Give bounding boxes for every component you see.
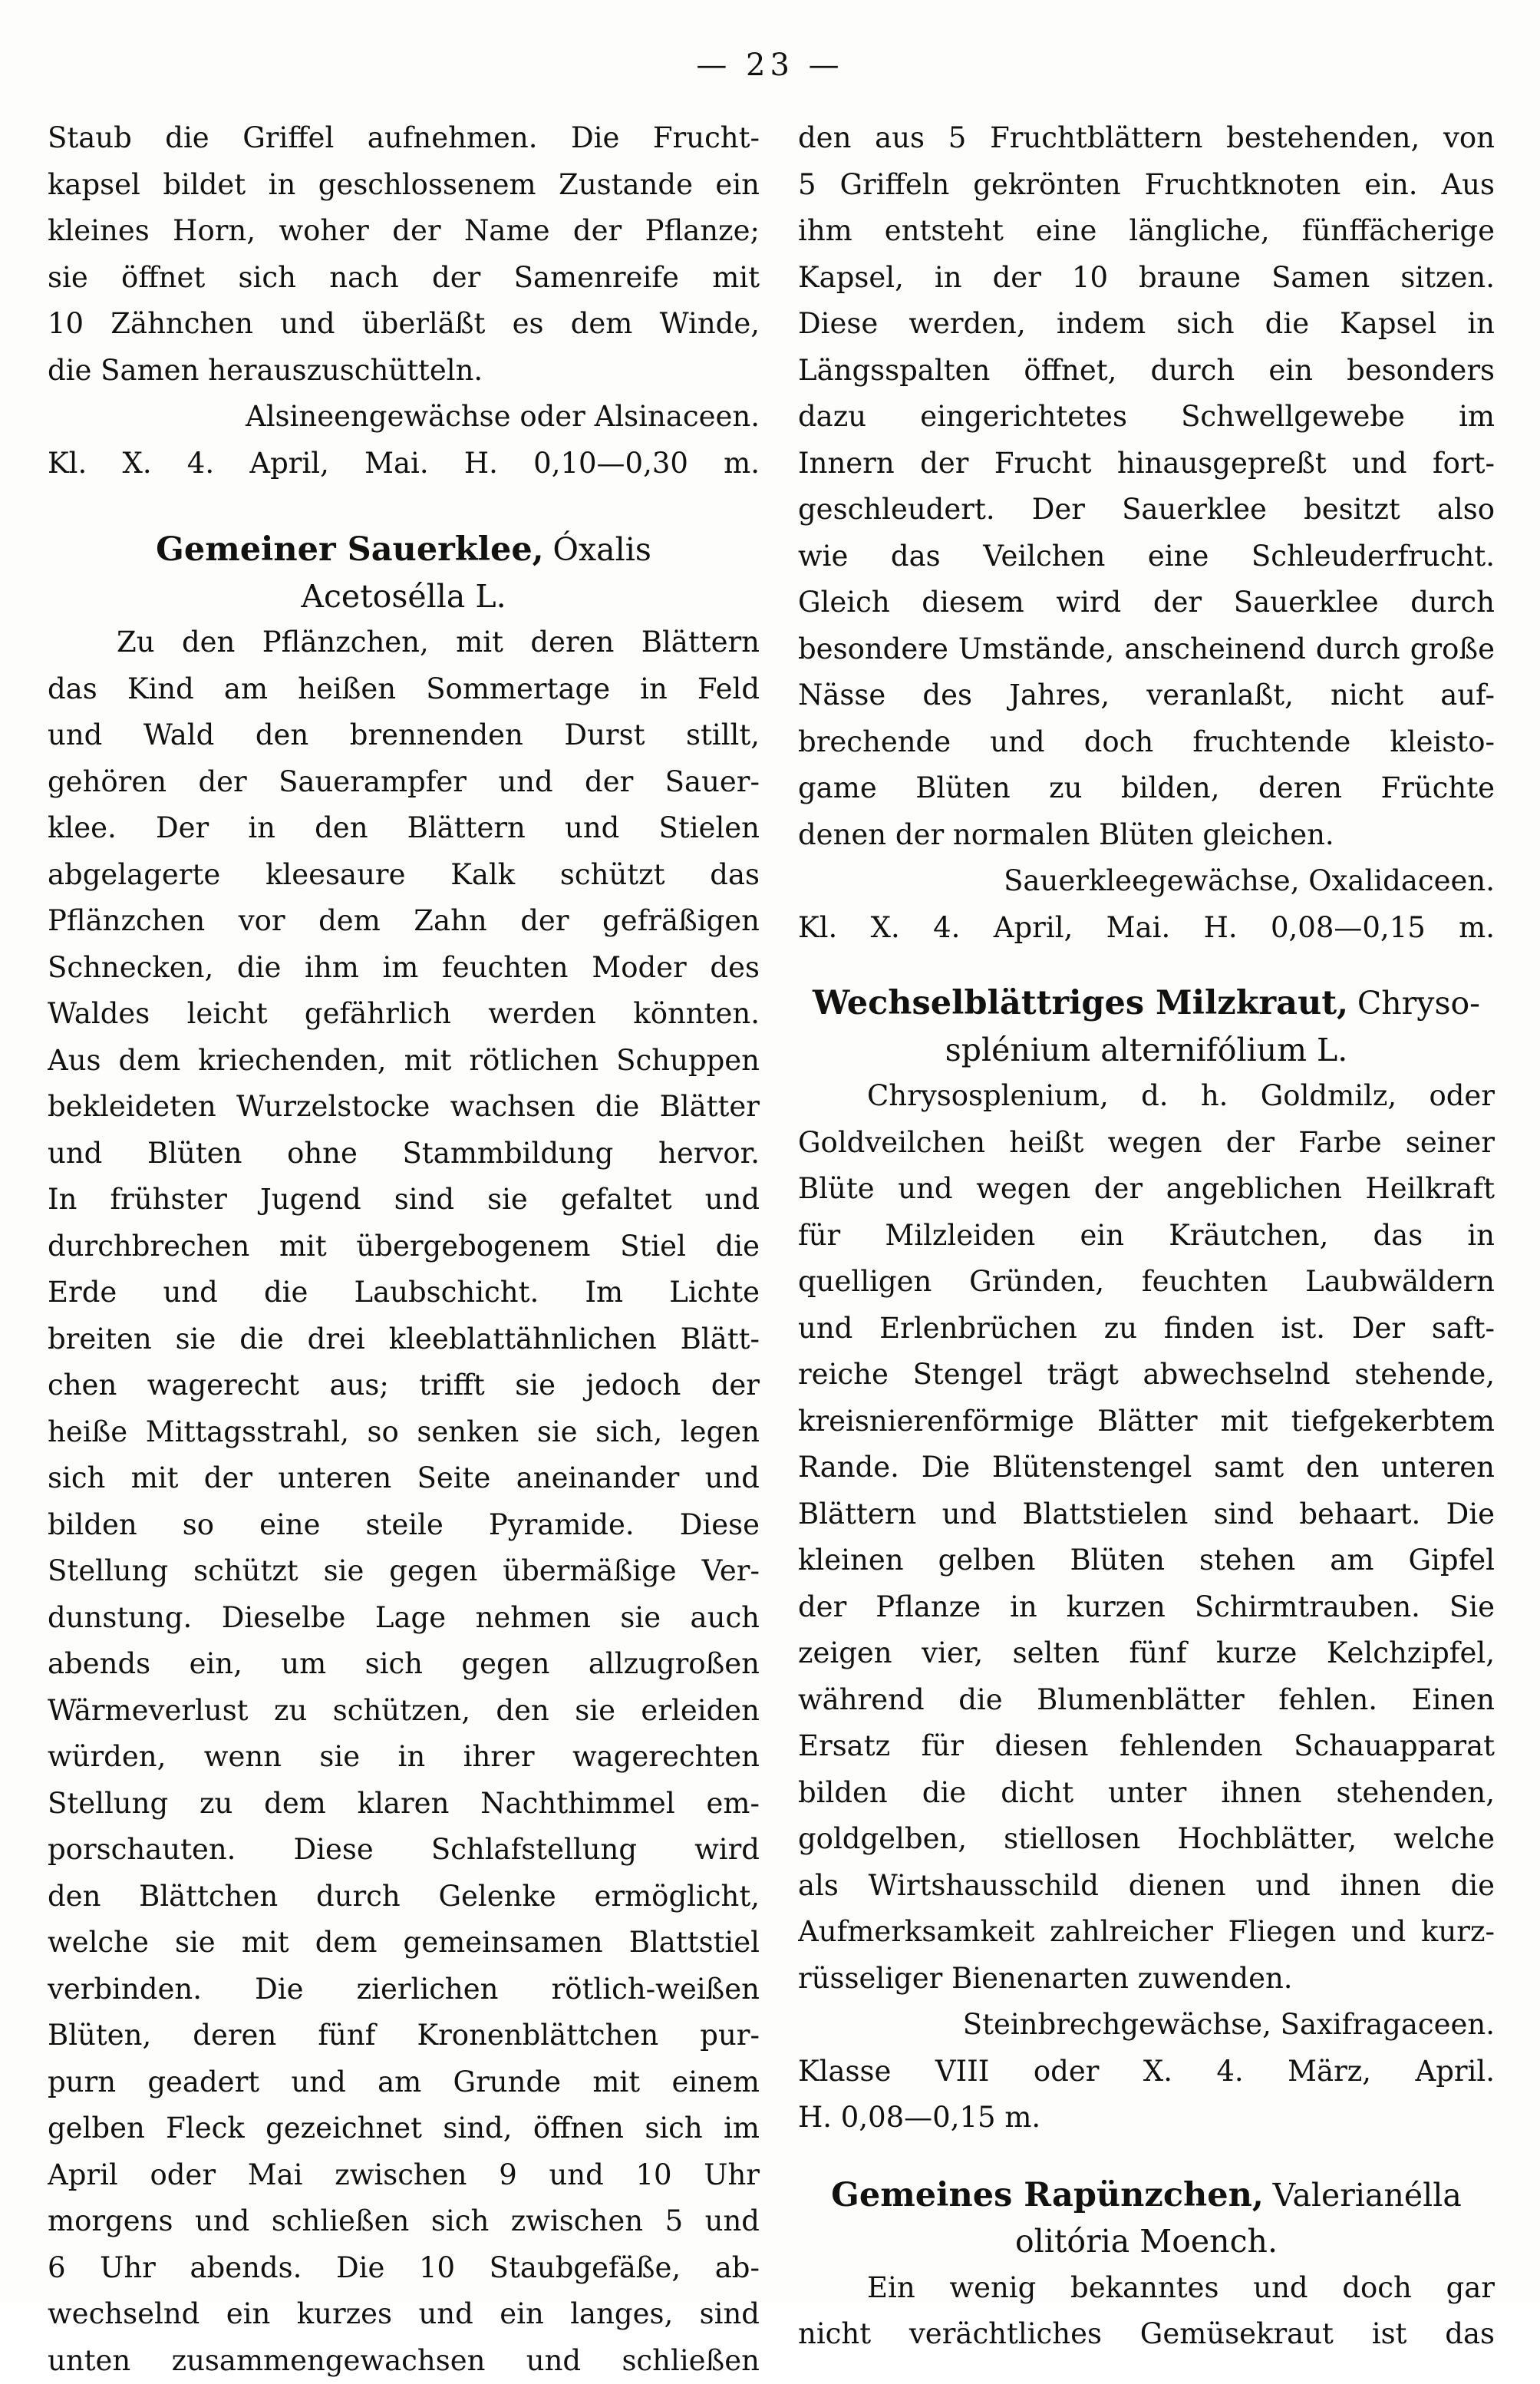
heading-german-name: Gemeines Rapünzchen, — [831, 2176, 1264, 2214]
text-line: 6 Uhr abends. Die 10 Staubgefäße, ab- — [48, 2245, 760, 2292]
text-line: abgelagerte kleesaure Kalk schützt das — [48, 852, 760, 899]
text-line: brechende und doch fruchtende kleisto- — [798, 719, 1495, 766]
text-line: ihm entsteht eine längliche, fünffächerige — [798, 208, 1495, 255]
text-line: und Blüten ohne Stammbildung hervor. — [48, 1131, 760, 1177]
text-line: Blüte und wegen der angeblichen Heilkraft — [798, 1166, 1495, 1213]
text-line: kapsel bildet in geschlossenem Zustande ein — [48, 162, 760, 209]
text-line: und Erlenbrüchen zu finden ist. Der saft- — [798, 1306, 1495, 1352]
heading-german-name: Wechselblättriges Milzkraut, — [813, 984, 1348, 1022]
text-line: Erde und die Laubschicht. Im Lichte — [48, 1270, 760, 1316]
heading-latin-name: Valerianélla — [1273, 2177, 1462, 2214]
text-line: bilden die dicht unter ihnen stehenden, — [798, 1770, 1495, 1817]
text-line: den aus 5 Fruchtblättern bestehenden, von — [798, 115, 1495, 162]
section-heading-line2 — [798, 2218, 1495, 2265]
text-line: besondere Umstände, anscheinend durch große — [798, 626, 1495, 673]
text-line: heiße Mittagsstrahl, so senken sie sich, legen — [48, 1409, 760, 1456]
section-heading — [48, 527, 760, 573]
text-line: denen der normalen Blüten gleichen. — [798, 812, 1495, 859]
family-name: Steinbrechgewächse, Saxifragaceen. — [798, 2002, 1495, 2049]
text-line: Rande. Die Blütenstengel samt den unteren — [798, 1445, 1495, 1491]
heading-latin-name-cont: splénium alternifólium L. — [945, 1032, 1348, 1068]
text-line: klee. Der in den Blättern und Stielen — [48, 805, 760, 852]
left-column — [48, 115, 760, 2384]
text-line: unten zusammengewachsen und schließen — [48, 2338, 760, 2384]
page-number: — 23 — — [0, 48, 1540, 83]
text-line: Kapsel, in der 10 braune Samen sitzen. — [798, 255, 1495, 302]
text-line: Aufmerksamkeit zahlreicher Fliegen und kurz- — [798, 1909, 1495, 1956]
text-line: dunstung. Dieselbe Lage nehmen sie auch — [48, 1595, 760, 1642]
right-column — [798, 115, 1495, 2358]
text-line: kleines Horn, woher der Name der Pflanze; — [48, 208, 760, 255]
text-line: 5 Griffeln gekrönten Fruchtknoten ein. Aus — [798, 162, 1495, 209]
text-line: Ein wenig bekanntes und doch gar — [798, 2265, 1495, 2312]
text-line: Ersatz für diesen fehlenden Schauapparat — [798, 1723, 1495, 1770]
text-line: Goldveilchen heißt wegen der Farbe seiner — [798, 1120, 1495, 1167]
text-line: das Kind am heißen Sommertage in Feld — [48, 666, 760, 713]
text-line: 10 Zähnchen und überläßt es dem Winde, — [48, 301, 760, 348]
classification-line: H. 0,08—0,15 m. — [798, 2095, 1495, 2141]
text-line: zeigen vier, selten fünf kurze Kelchzipfel, — [798, 1630, 1495, 1677]
text-line: und Wald den brennenden Durst stillt, — [48, 712, 760, 759]
text-line: die Samen herauszuschütteln. — [48, 348, 760, 395]
section-heading-line2 — [48, 573, 760, 620]
text-line: kreisnierenförmige Blätter mit tiefgekerbtem — [798, 1398, 1495, 1445]
text-line: welche sie mit dem gemeinsamen Blattstiel — [48, 1920, 760, 1966]
text-line: In frühster Jugend sind sie gefaltet und — [48, 1177, 760, 1223]
text-line: geschleudert. Der Sauerklee besitzt also — [798, 487, 1495, 533]
text-line: Waldes leicht gefährlich werden könnten. — [48, 991, 760, 1038]
text-line: der Pflanze in kurzen Schirmtrauben. Sie — [798, 1584, 1495, 1631]
text-line: abends ein, um sich gegen allzugroßen — [48, 1641, 760, 1688]
text-line: Stellung zu dem klaren Nachthimmel em- — [48, 1781, 760, 1828]
heading-latin-name-cont: olitória Moench. — [1015, 2223, 1278, 2260]
spacer — [798, 951, 1495, 980]
text-line: sich mit der unteren Seite aneinander und — [48, 1455, 760, 1502]
text-line: chen wagerecht aus; trifft sie jedoch der — [48, 1362, 760, 1409]
text-line: Staub die Griffel aufnehmen. Die Frucht- — [48, 115, 760, 162]
text-line: Chrysosplenium, d. h. Goldmilz, oder — [798, 1073, 1495, 1120]
classification-line: Kl. X. 4. April, Mai. H. 0,08—0,15 m. — [798, 905, 1495, 952]
text-line: Gleich diesem wird der Sauerklee durch — [798, 579, 1495, 626]
text-line: würden, wenn sie in ihrer wagerechten — [48, 1734, 760, 1781]
text-line: Wärmeverlust zu schützen, den sie erleiden — [48, 1688, 760, 1735]
text-line: wechselnd ein kurzes und ein langes, sind — [48, 2291, 760, 2338]
text-line: Aus dem kriechenden, mit rötlichen Schuppen — [48, 1038, 760, 1085]
text-line: durchbrechen mit übergebogenem Stiel die — [48, 1223, 760, 1270]
heading-latin-name-cont: Acetosélla L. — [301, 578, 506, 615]
classification-line: Kl. X. 4. April, Mai. H. 0,10—0,30 m. — [48, 441, 760, 487]
text-line: Längsspalten öffnet, durch ein besonders — [798, 348, 1495, 395]
text-line: Innern der Frucht hinausgepreßt und fort- — [798, 441, 1495, 487]
text-line: reiche Stengel trägt abwechselnd stehende, — [798, 1352, 1495, 1398]
text-line: für Milzleiden ein Kräutchen, das in — [798, 1213, 1495, 1260]
family-name: Alsineengewächse oder Alsinaceen. — [48, 394, 760, 441]
text-line: Pflänzchen vor dem Zahn der gefräßigen — [48, 898, 760, 945]
spacer — [48, 487, 760, 527]
text-line: Zu den Pflänzchen, mit deren Blättern — [48, 619, 760, 666]
text-line: Schnecken, die ihm im feuchten Moder des — [48, 945, 760, 992]
text-line: als Wirtshausschild dienen und ihnen die — [798, 1863, 1495, 1910]
text-line: verbinden. Die zierlichen rötlich-weißen — [48, 1966, 760, 2013]
text-line: den Blättchen durch Gelenke ermöglicht, — [48, 1874, 760, 1920]
text-line: gehören der Sauerampfer und der Sauer- — [48, 759, 760, 806]
text-line: dazu eingerichtetes Schwellgewebe im — [798, 394, 1495, 441]
spacer — [798, 2141, 1495, 2172]
text-line: April oder Mai zwischen 9 und 10 Uhr — [48, 2152, 760, 2199]
text-line: quelligen Gründen, feuchten Laubwäldern — [798, 1259, 1495, 1306]
text-line: porschauten. Diese Schlafstellung wird — [48, 1827, 760, 1874]
heading-latin-name: Óxalis — [552, 531, 651, 568]
text-line: Blüten, deren fünf Kronenblättchen pur- — [48, 2013, 760, 2059]
text-line: Stellung schützt sie gegen übermäßige Ver- — [48, 1548, 760, 1595]
heading-german-name: Gemeiner Sauerklee, — [156, 530, 544, 569]
text-line: Blättern und Blattstielen sind behaart. Die — [798, 1491, 1495, 1538]
text-line: wie das Veilchen eine Schleuderfrucht. — [798, 533, 1495, 580]
text-line: goldgelben, stiellosen Hochblätter, welche — [798, 1816, 1495, 1863]
text-line: breiten sie die drei kleeblattähnlichen Blätt- — [48, 1316, 760, 1363]
section-heading-line2 — [798, 1027, 1495, 1074]
text-line: bilden so eine steile Pyramide. Diese — [48, 1502, 760, 1549]
text-line: kleinen gelben Blüten stehen am Gipfel — [798, 1537, 1495, 1584]
heading-latin-name: Chryso- — [1357, 985, 1480, 1022]
section-heading — [798, 980, 1495, 1027]
text-line: nicht verächtliches Gemüsekraut ist das — [798, 2311, 1495, 2358]
classification-line: Klasse VIII oder X. 4. März, April. — [798, 2049, 1495, 2095]
text-line: gelben Fleck gezeichnet sind, öffnen sich im — [48, 2105, 760, 2152]
text-line: Nässe des Jahres, veranlaßt, nicht auf- — [798, 672, 1495, 719]
text-line: Diese werden, indem sich die Kapsel in — [798, 301, 1495, 348]
section-heading — [798, 2172, 1495, 2219]
text-line: während die Blumenblätter fehlen. Einen — [798, 1677, 1495, 1724]
family-name: Sauerkleegewächse, Oxalidaceen. — [798, 858, 1495, 905]
text-line: game Blüten zu bilden, deren Früchte — [798, 765, 1495, 812]
text-line: purn geadert und am Grunde mit einem — [48, 2059, 760, 2106]
text-line: morgens und schließen sich zwischen 5 und — [48, 2198, 760, 2245]
text-line: sie öffnet sich nach der Samenreife mit — [48, 255, 760, 302]
text-line: rüsseliger Bienenarten zuwenden. — [798, 1956, 1495, 2003]
text-line: bekleideten Wurzelstocke wachsen die Blätter — [48, 1084, 760, 1131]
